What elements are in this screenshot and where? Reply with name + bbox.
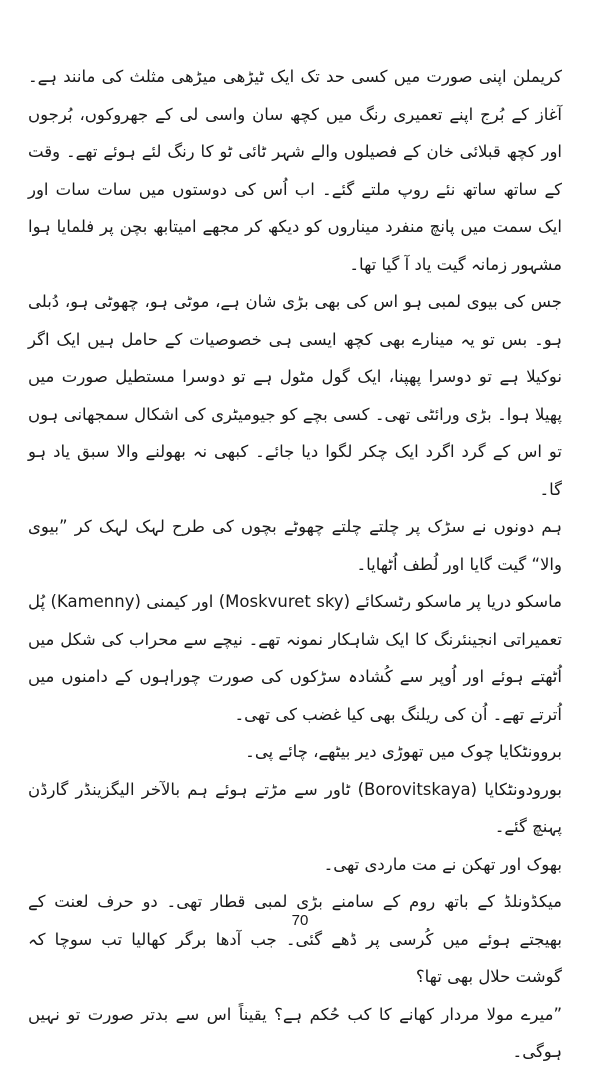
paragraph-square: بروونٹکایا چوک میں تھوڑی دیر بیٹھے، چائے پی۔: [245, 742, 562, 761]
paragraph-quote: ”میرے مولا مردار کھانے کا کب حُکم ہے؟ یقیناً اس سے بدتر صورت تو نہیں ہوگی۔: [28, 1004, 562, 1061]
paragraph-hunger: بھوک اور تھکن نے مت ماردی تھی۔: [323, 854, 562, 874]
page-number: 70: [291, 912, 309, 929]
paragraph-kremlin: کریملن اپنی صورت میں کسی حد تک ایک ٹیڑھی میڑھی مثلث کی مانند ہے۔ آغاز کے بُرج اپنے تعمیری رنگ میں کچھ سان واسی لی کے جھروکوں، بُرجوں اور کچھ قبلائی خان کے فصیلوں والے شہر ٹائی ٹو کا رنگ لئے ہوئے تھے۔ وقت کے ساتھ ساتھ نئے روپ ملتے گئے۔ اب اُس کی دوستوں میں سات سات اور ایک سمت میں پانچ منفرد میناروں کو دیکھ کر مجھے امیتابھ بچن پر فلمایا ہوا مشہور زمانہ گیت یاد آ گیا تھا۔: [28, 67, 562, 274]
paragraph-bridges: ماسکو دریا پر ماسکو رٹسکائے (Moskvuret sky) اور کیمنی (Kamenny) پُل تعمیراتی انجینئرنگ کا ایک شاہکار نمونہ تھے۔ نیچے سے محراب کی شکل میں اُٹھتے ہوئے اور اُوپر سے کُشادہ سڑکوں کی صورت چوراہوں کے دامنوں میں اُترتے تھے۔ اُن کی ریلنگ بھی کیا غضب کی تھی۔: [28, 592, 562, 724]
paragraph-minarets: جس کی بیوی لمبی ہو اس کی بھی بڑی شان ہے، موٹی ہو، چھوٹی ہو، دُبلی ہو۔ بس تو یہ مینارے بھی کچھ ایسی ہی خصوصیات کے حامل ہیں ایک اگر نوکیلا ہے تو دوسرا پھپنا، ایک گول مٹول ہے تو دوسرا مستطیل صورت میں پھیلا ہوا۔ بڑی ورائٹی تھی۔ کسی بچے کو جیومیٹری کی اشکال سمجھانی ہوں تو اس کے گرد اگرد ایک چکر لگوا دیا جائے۔ کبھی نہ بھولنے والا سبق یاد ہو گا۔: [28, 292, 562, 499]
paragraph-mcdonalds: میکڈونلڈ کے باتھ روم کے سامنے بڑی لمبی قطار تھی۔ دو حرف لعنت کے بھیجتے ہوئے میں کُرسی پر ڈھے گئی۔ جب آدھا برگر کھالیا تب سوچا کہ گوشت حلال بھی تھا؟: [28, 892, 562, 986]
paragraph-tower: بورودونٹکایا (Borovitskaya) ٹاور سے مڑتے ہوئے ہم بالآخر الیگزینڈر گارڈن پہنچ گئے۔: [28, 779, 562, 836]
paragraph-song: ہم دونوں نے سڑک پر چلتے چلتے چھوٹے بچوں کی طرح لہک لہک کر ”بیوی والا“ گیت گایا اور لُطف اُٹھایا۔: [28, 517, 562, 574]
